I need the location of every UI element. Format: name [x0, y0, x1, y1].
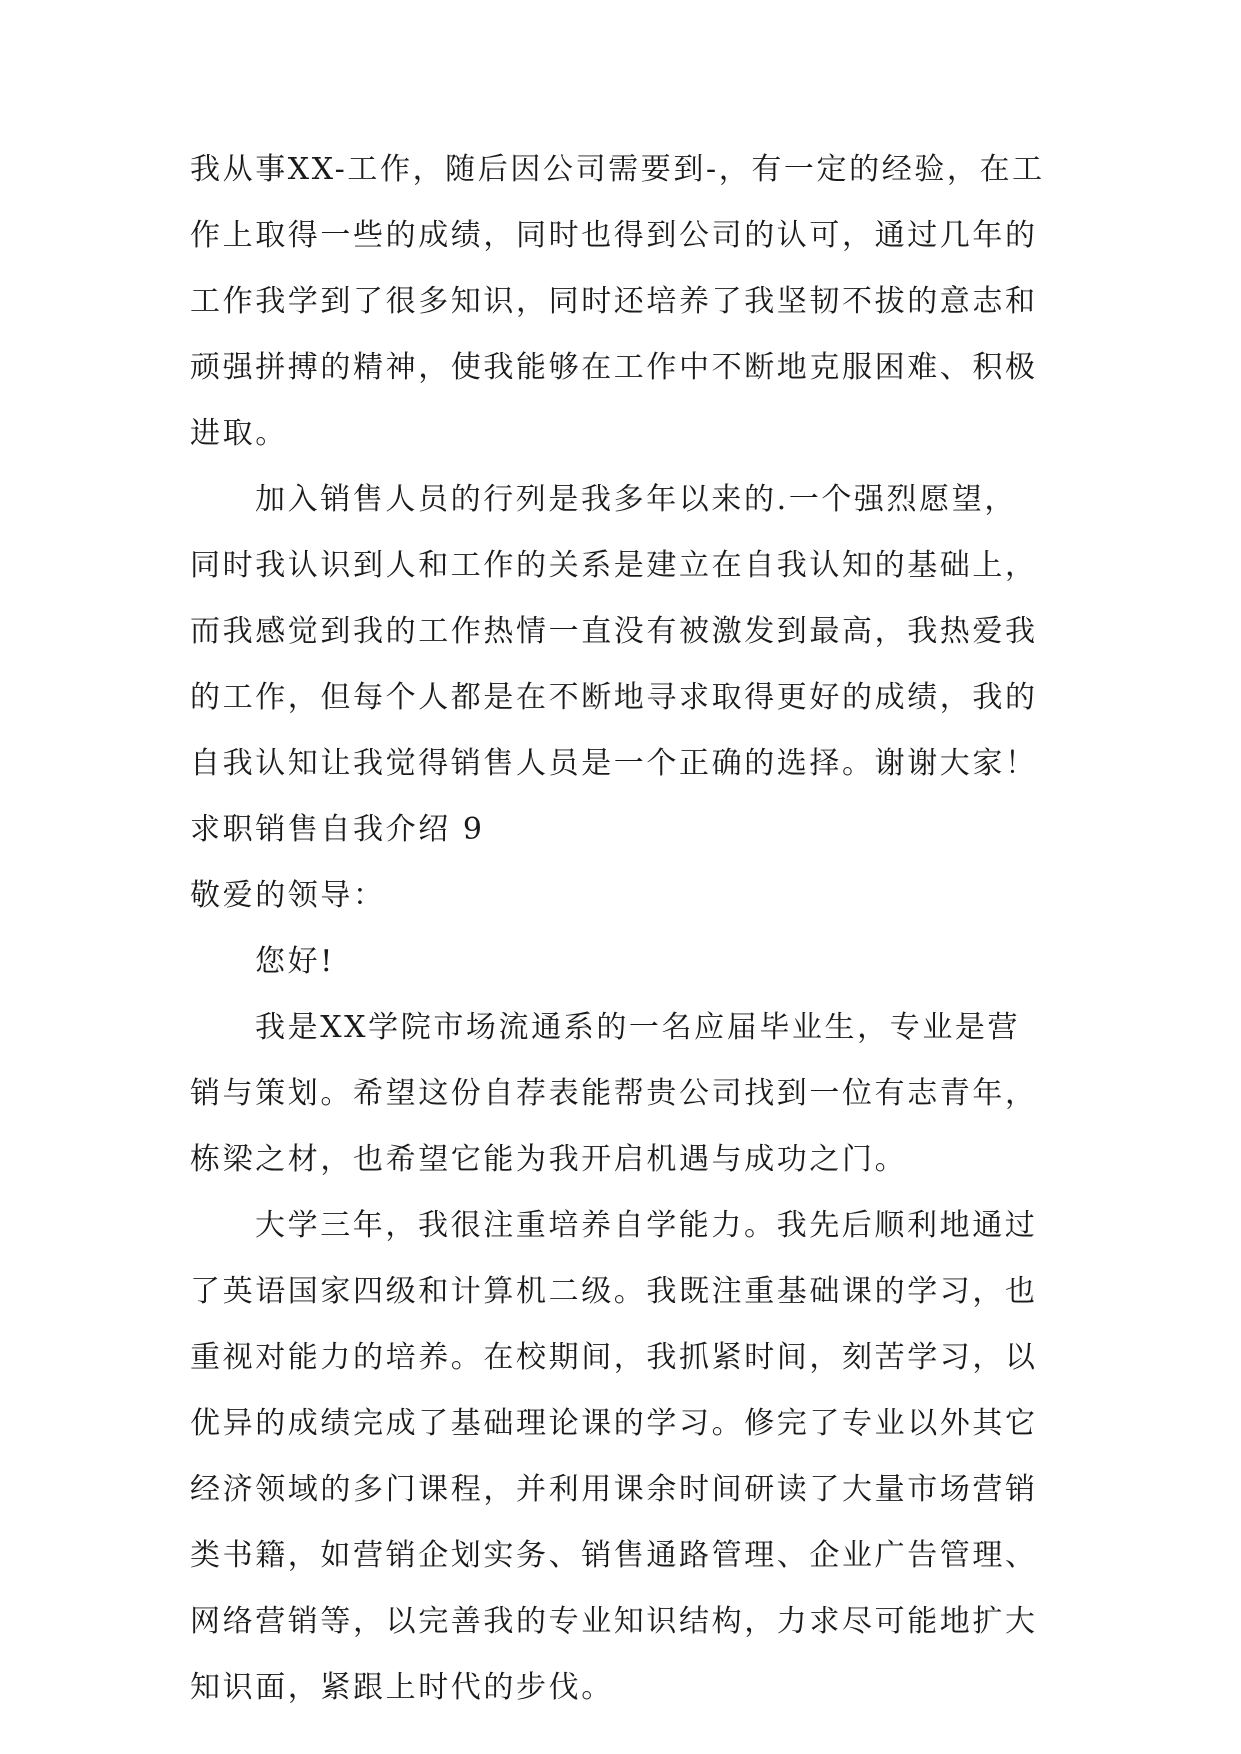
text-line: 知识面，紧跟上时代的步伐。 — [190, 1670, 614, 1705]
text-line: 自我认知让我觉得销售人员是一个正确的选择。谢谢大家！ — [190, 746, 1038, 781]
text-line: 类书籍，如营销企划实务、销售通路管理、企业广告管理、 — [190, 1538, 1038, 1573]
text-line: 同时我认识到人和工作的关系是建立在自我认知的基础上， — [190, 548, 1038, 583]
text-line: 进取。 — [190, 416, 288, 451]
text-line: 销与策划。希望这份自荐表能帮贵公司找到一位有志青年， — [190, 1076, 1038, 1111]
text-line: 我从事XX-工作，随后因公司需要到-，有一定的经验，在工 — [190, 152, 1045, 187]
text-line: 网络营销等，以完善我的专业知识结构，力求尽可能地扩大 — [190, 1604, 1038, 1639]
text-line: 经济领域的多门课程，并利用课余时间研读了大量市场营销 — [190, 1472, 1038, 1507]
text-line: 了英语国家四级和计算机二级。我既注重基础课的学习，也 — [190, 1274, 1038, 1309]
text-line: 的工作，但每个人都是在不断地寻求取得更好的成绩，我的 — [190, 680, 1038, 715]
section-heading: 求职销售自我介绍 9 — [190, 812, 485, 847]
text-line: 顽强拼搏的精神，使我能够在工作中不断地克服困难、积极 — [190, 350, 1038, 385]
paragraph-first-line: 加入销售人员的行列是我多年以来的.一个强烈愿望， — [255, 482, 1017, 517]
text-line: 重视对能力的培养。在校期间，我抓紧时间，刻苦学习，以 — [190, 1340, 1038, 1375]
text-line: 优异的成绩完成了基础理论课的学习。修完了专业以外其它 — [190, 1406, 1038, 1441]
greeting: 您好! — [255, 944, 335, 979]
text-line: 工作我学到了很多知识，同时还培养了我坚韧不拔的意志和 — [190, 284, 1038, 319]
paragraph-first-line: 大学三年，我很注重培养自学能力。我先后顺利地通过 — [255, 1208, 1038, 1243]
salutation: 敬爱的领导： — [190, 878, 386, 913]
text-line: 栋梁之材，也希望它能为我开启机遇与成功之门。 — [190, 1142, 908, 1177]
text-line: 而我感觉到我的工作热情一直没有被激发到最高，我热爱我 — [190, 614, 1038, 649]
text-line: 作上取得一些的成绩，同时也得到公司的认可，通过几年的 — [190, 218, 1038, 253]
paragraph-first-line: 我是XX学院市场流通系的一名应届毕业生，专业是营 — [255, 1010, 1021, 1045]
